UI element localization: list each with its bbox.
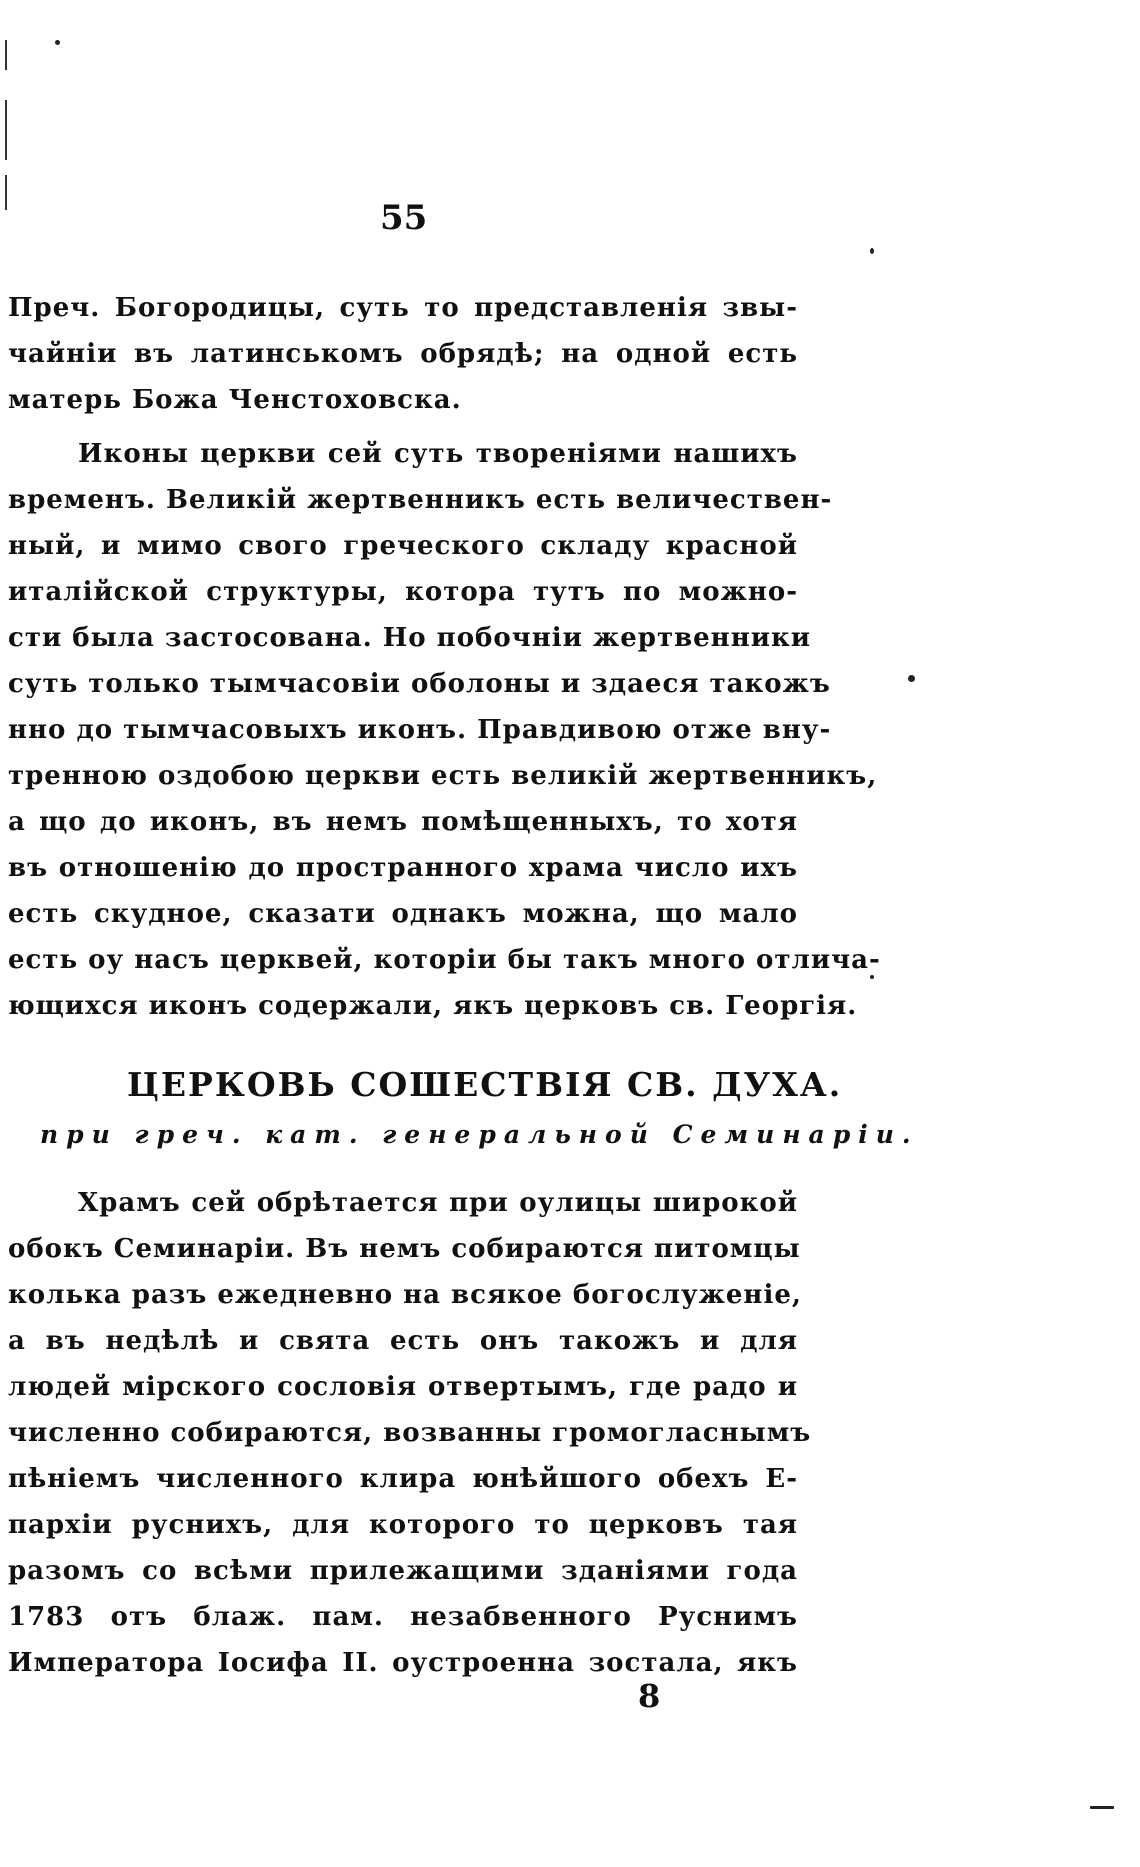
text-line: есть скудное, сказати однакъ можна, що мало: [8, 899, 798, 929]
text-line: пѣніемъ численного клира юнѣйшого обехъ Е-: [8, 1464, 798, 1494]
paragraph-1: [8, 285, 798, 423]
scan-speck: [55, 40, 60, 45]
text-line: ющихся иконъ содержали, якъ церковъ св. Георгія.: [8, 991, 858, 1021]
text-line: пархіи руснихъ, для которого то церковъ тая: [8, 1510, 798, 1540]
text-line: разомъ со всѣми прилежащими зданіями года: [8, 1556, 798, 1586]
text-line: обокъ Семинаріи. Въ немъ собираются питомцы: [8, 1234, 801, 1264]
text-line: есть оу насъ церквей, которіи бы такъ много отлича-: [8, 945, 881, 975]
section-subtitle: при греч. кат. генеральной Семинаріи.: [40, 1120, 919, 1149]
signature-mark: 8: [638, 1677, 661, 1715]
text-line: численно собираются, возванны громогласнымъ: [8, 1418, 812, 1448]
text-line: тренною оздобою церкви есть великій жертвенникъ,: [8, 761, 878, 791]
text-line: колька разъ ежедневно на всякое богослуженіе,: [8, 1280, 802, 1310]
text-line: людей мірского сословія отвертымъ, где радо и: [8, 1372, 798, 1402]
text-line: сти была застосована. Но побочніи жертвенники: [8, 623, 812, 653]
text-line: а що до иконъ, въ немъ помѣщенныхъ, то хотя: [8, 807, 798, 837]
text-line: а въ недѣлѣ и свята есть онъ такожъ и для: [8, 1326, 798, 1356]
scan-edge-rule: [5, 100, 7, 160]
text-line: суть только тымчасовіи оболоны и здаеся такожъ: [8, 669, 831, 699]
text-line: италійской структуры, котора тутъ по можно-: [8, 577, 798, 607]
text-line: нно до тымчасовыхъ иконъ. Правдивою отже вну-: [8, 715, 832, 745]
text-line: матерь Божа Ченстоховска.: [8, 385, 462, 415]
section-title: ЦЕРКОВЬ СОШЕСТВІЯ СВ. ДУХА.: [127, 1065, 843, 1104]
text-line: Императора Іосифа II. оустроенна зостала, якъ: [8, 1648, 798, 1678]
text-line: Преч. Богородицы, суть то представленія звы-: [8, 293, 798, 323]
text-line: временъ. Великій жертвенникъ есть величествен-: [8, 485, 833, 515]
paragraph-2: [8, 431, 881, 1029]
paragraph-3: [8, 1180, 812, 1686]
text-line: 1783 отъ блаж. пам. незабвенного Руснимъ: [8, 1602, 798, 1632]
scan-speck: [870, 975, 874, 979]
text-line: въ отношенію до пространного храма число ихъ: [8, 853, 798, 883]
scan-edge-rule: [5, 175, 7, 210]
text-line: Иконы церкви сей суть твореніями нашихъ: [78, 439, 798, 469]
scan-speck: [1090, 1806, 1114, 1809]
scan-edge-rule: [5, 40, 7, 70]
scan-speck: [870, 248, 874, 254]
text-line: чайніи въ латинськомъ обрядѣ; на одной есть: [8, 339, 798, 369]
scan-speck: [908, 675, 915, 682]
text-line: Храмъ сей обрѣтается при оулицы широкой: [78, 1188, 798, 1218]
page-number: 55: [380, 198, 428, 238]
text-line: ный, и мимо свого греческого складу красной: [8, 531, 798, 561]
